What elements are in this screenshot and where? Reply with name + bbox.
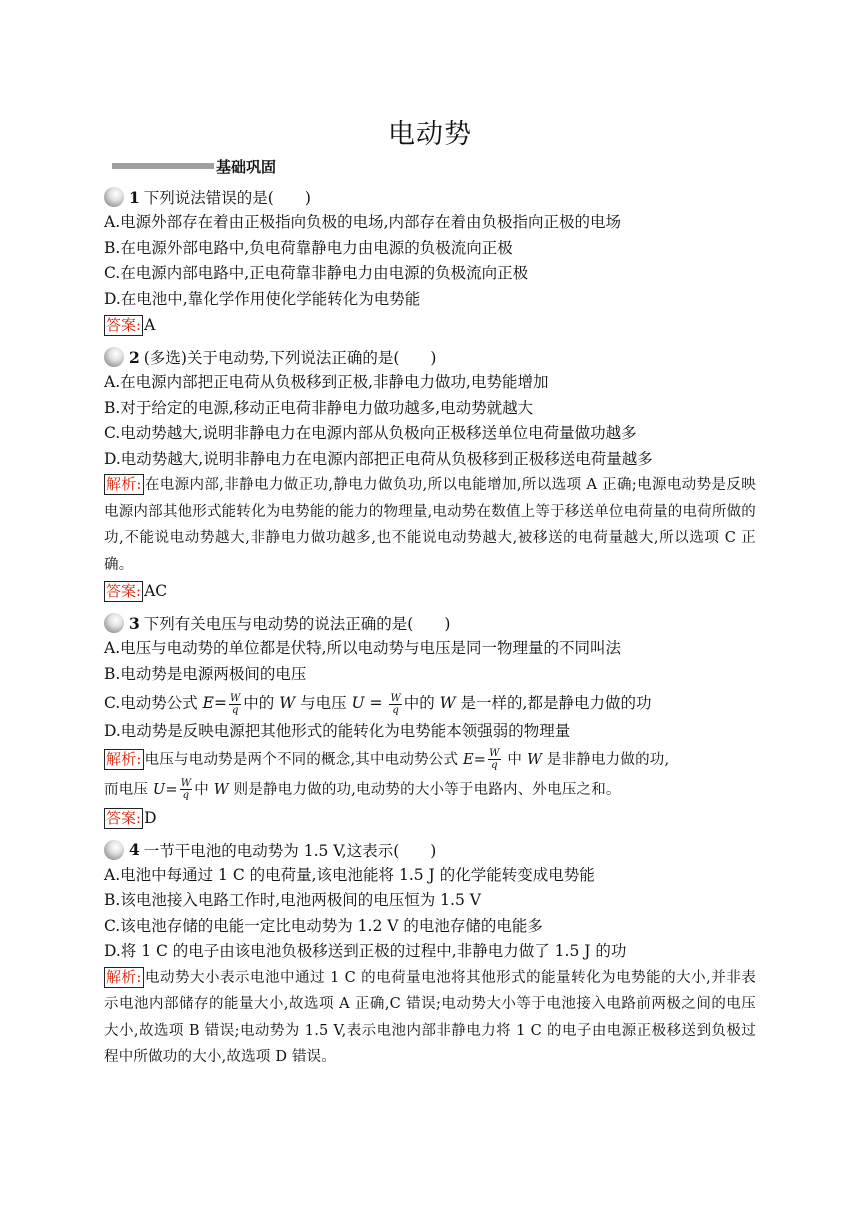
option-d: D.电动势是反映电源把其他形式的能转化为电势能本领强弱的物理量 [104, 722, 571, 740]
explanation: 解析: 电压与电动势是两个不同的概念,其中电动势公式 E= $\frac{W}{q}$ 中 W 是非静电力做的功, 而电压 U= $\frac{W}{q}$ 中 W 则是静电力做的功,电动势的大小等于电路内、外电压之和。 [104, 748, 670, 801]
question-number: 3 [129, 613, 140, 633]
option-d: D.将 1 C 的电子由该电池负极移送到正极的过程中,非静电力做了 1.5 J 的功 [104, 942, 627, 960]
option-d: D.电动势越大,说明非静电力在电源内部把正电荷从负极移到正极移送电荷量越多 [104, 449, 653, 468]
explanation-tag: 解析: [106, 475, 142, 493]
question-stem: (多选)关于电动势,下列说法正确的是( ) [143, 349, 437, 367]
answer-tag: 答案: [106, 808, 142, 827]
question-stem: 下列有关电压与电动势的说法正确的是( ) [143, 615, 451, 633]
question-number: 2 [129, 347, 140, 367]
question-bullet-icon [104, 187, 124, 207]
option-c: C.电动势越大,说明非静电力在电源内部从负极向正极移送单位电荷量做功越多 [104, 424, 637, 442]
page-title: 电动势 [388, 119, 472, 150]
question-4-header [104, 837, 756, 863]
option-d: D.在电池中,靠化学作用使化学能转化为电势能 [104, 289, 421, 308]
fraction-w-over-q: $\frac{W}{q}$ [230, 692, 241, 716]
question-bullet-icon [104, 347, 124, 367]
section-bar [112, 163, 214, 169]
answer-tag: 答案: [106, 582, 142, 600]
option-c: C.在电源内部电路中,正电荷靠非静电力由电源的负极流向正极 [104, 264, 529, 282]
explanation-tag: 解析: [106, 967, 142, 986]
option-a: A.电池中每通过 1 C 的电荷量,该电池能将 1.5 J 的化学能转变成电势能 [104, 865, 595, 884]
fraction-w-over-q: $\frac{W}{q}$ [390, 692, 401, 716]
explanation-tag: 解析: [106, 749, 142, 768]
answer-value: D [144, 808, 157, 827]
question-list [104, 184, 756, 1071]
answer-value: A [144, 316, 156, 334]
question-number: 4 [129, 840, 140, 859]
question-bullet-icon [104, 613, 124, 633]
question-2-header [104, 344, 756, 370]
explanation-text: 电动势大小表示电池中通过 1 C 的电荷量电池将其他形式的能量转化为电势能的大小,并非表示电池内部储存的能量大小,故选项 A 正确,C 错误;电动势大小等于电池接入电路前两极之间的电压大小,故选项 B 错误;电动势为 1.5 V,表示电池内部非静电力将 1 C 的电子由电源正极移送到负极过程中所做功的大小,故选项 D 错误。 [104, 969, 756, 1065]
option-b: B.该电池接入电路工作时,电池两极间的电压恒为 1.5 V [104, 891, 481, 909]
option-c: C.该电池存储的电能一定比电动势为 1.2 V 的电池存储的电能多 [104, 916, 543, 935]
option-a: A.电源外部存在着由正极指向负极的电场,内部存在着由负极指向正极的电场 [104, 213, 622, 231]
option-b: B.在电源外部电路中,负电荷靠静电力由电源的负极流向正极 [104, 238, 513, 257]
question-bullet-icon [104, 840, 124, 860]
fraction-w-over-q: $\frac{W}{q}$ [489, 748, 500, 771]
answer-value: AC [144, 582, 168, 600]
explanation [104, 472, 756, 578]
question-stem: 一节干电池的电动势为 1.5 V,这表示( ) [143, 841, 437, 860]
fraction-w-over-q: $\frac{W}{q}$ [180, 778, 192, 801]
question-1-header [104, 184, 756, 210]
answer-tag: 答案: [106, 316, 142, 334]
option-c: C.电动势公式 E= $\frac{W}{q}$ 中的 W 与电压 U = $\frac{W}{q}$ 中的 W 是一样的,都是静电力做的功 [104, 692, 652, 716]
answer-line [104, 805, 756, 831]
option-a: A.电压与电动势的单位都是伏特,所以电动势与电压是同一物理量的不同叫法 [104, 639, 622, 657]
answer-line [104, 578, 756, 604]
explanation [104, 965, 756, 1071]
explanation-text: 在电源内部,非静电力做正功,静电力做负功,所以电能增加,所以选项 A 正确;电源电动势是反映电源内部其他形式能转化为电势能的能力的物理量,电动势在数值上等于移送单位电荷量的电荷所做的功,不能说电动势越大,非静电力做功越多,也不能说电动势越大,被移送的电荷量越大,所以选项 C 正确。 [104, 477, 756, 573]
question-stem: 下列说法错误的是( ) [143, 189, 311, 207]
option-b: B.对于给定的电源,移动正电荷非静电力做功越多,电动势就越大 [104, 398, 534, 417]
section-label: 基础巩固 [216, 158, 277, 176]
option-a: A.在电源内部把正电荷从负极移到正极,非静电力做功,电势能增加 [104, 373, 549, 391]
question-number: 1 [129, 187, 140, 207]
answer-line [104, 312, 756, 338]
option-b: B.电动势是电源两极间的电压 [104, 664, 307, 683]
question-3-header [104, 610, 756, 636]
